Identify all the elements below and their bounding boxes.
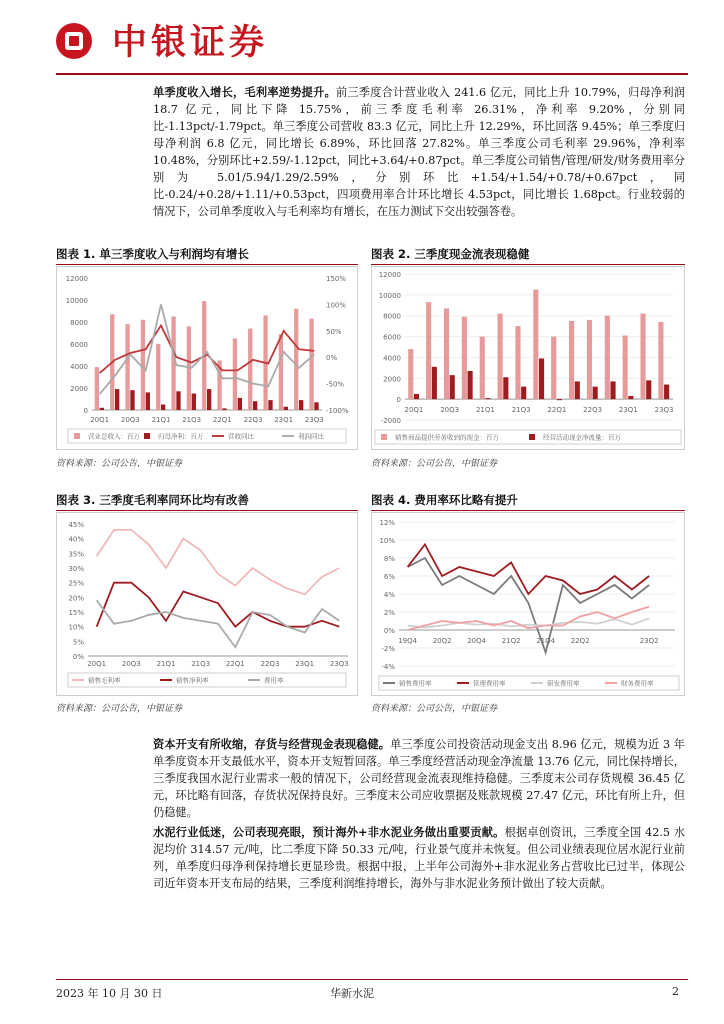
paragraph-body: 前三季度合计营业收入 241.6 亿元，同比上升 10.79%，归母净利润 18.7 亿元，同比下降 15.75%，前三季度毛利率 26.31%，净利率 9.20%，分别同比-1.13pct/-1.79pct。单三季度公司营收 83.3 亿元，同比上升 12.29%，环比回落 9.45%；单三季度归母净利润 6.8 亿元，同比增长 6.89%，环比回落 27.82%。单三季度公司毛利率 29.96%，净利率 10.48%，分别环比+2.59/-1.12pct，同比+3.64/+0.87pct。单三季度公司销售/管理/研发/财务费用率分别为 5.01/5.94/1.29/2.59%，分别环比+1.54/+1.54/+0.78/+0.67pct，同比-0.24/+0.28/+1.11/+0.53pct，四项费用率合计环比增长 4.53pct，同比增长 1.68pct。行业较弱的情况下，公司单季度收入与毛利率均有增长，在压力测试下交出较强答卷。 <box>153 86 685 218</box>
page-header <box>0 0 724 74</box>
footer-page-number: 2 <box>672 985 679 998</box>
x-tick-label: 20Q1 <box>404 406 424 414</box>
x-tick-label: 23Q3 <box>329 660 349 668</box>
legend-label: 费用率 <box>264 676 284 685</box>
x-tick-label: 20Q1 <box>90 416 110 424</box>
y-tick-label: 2% <box>383 609 395 617</box>
bar-mark <box>233 339 237 411</box>
x-tick-label: 21Q3 <box>511 406 531 414</box>
y-tick-label: 12000 <box>65 275 88 283</box>
x-tick-label: 22Q1 <box>547 406 567 414</box>
bar-mark <box>314 402 318 410</box>
x-tick-label: 22Q1 <box>225 660 245 668</box>
footer-doc-name: 华新水泥 <box>330 987 374 1000</box>
y-tick-label: -2000 <box>380 417 401 425</box>
bar-mark <box>222 408 226 410</box>
bar-mark <box>309 319 313 410</box>
y-tick-label: 45% <box>68 521 84 529</box>
x-tick-label: 23Q2 <box>639 637 659 645</box>
bar-mark <box>640 314 645 400</box>
y-tick-label: 12000 <box>378 271 401 279</box>
paragraph-body: 单三季度公司投资活动现金支出 8.96 亿元，规模为近 3 年单季度资本开支最低水平，资本开支短暂回落。单三季度经营活动现金净流量 13.76 亿元，同比保持增长，三季度我国水泥行业需求一般的情况下，公司经营现金流表现维持稳健。三季度末公司存货规模 36.45 亿元，环比略有回落，存货状况保持良好。三季度末公司应收票据及账款规模 27.47 亿元，环比有所上升，但仍稳健。 <box>153 738 685 819</box>
y-tick-label: 12% <box>379 519 395 527</box>
x-tick-label: 20Q1 <box>87 660 107 668</box>
bar-mark <box>646 380 651 399</box>
y-tick-label: 4000 <box>383 354 401 363</box>
bar-mark <box>279 334 283 410</box>
y-tick-label: 0% <box>72 653 84 661</box>
figure-3-source: 资料来源：公司公告，中银证券 <box>56 704 183 714</box>
bar-mark <box>575 381 580 399</box>
y-tick-label: 15% <box>68 609 84 617</box>
bar-mark <box>146 392 150 410</box>
figure-2-title: 图表 2. 三季度现金流表现稳健 <box>371 247 530 261</box>
chart-frame <box>57 513 358 696</box>
legend-label: 销售商品提供劳务收到的现金：百万 <box>395 433 499 442</box>
legend-swatch <box>381 434 387 440</box>
x-tick-label: 21Q3 <box>191 660 211 668</box>
x-tick-label: 20Q2 <box>432 637 452 645</box>
paragraph-lead: 资本开支有所收缩，存货与经营现金表现稳健。 <box>153 738 391 751</box>
footer-date: 2023 年 10 月 30 日 <box>56 987 163 1000</box>
legend-swatch <box>74 433 80 439</box>
y-tick-label: 8% <box>383 555 395 563</box>
x-tick-label: 22Q3 <box>243 416 263 424</box>
x-tick-label: 23Q3 <box>304 416 324 424</box>
figure-4-title: 图表 4. 费用率环比略有提升 <box>371 493 518 507</box>
y-tick-label: 6000 <box>383 333 401 342</box>
figure-3-title: 图表 3. 三季度毛利率同环比均有改善 <box>56 493 249 507</box>
y-tick-label: 5% <box>72 638 84 647</box>
chart-frame <box>372 267 685 450</box>
y-tick-label: 35% <box>68 550 84 559</box>
figure-4-source: 资料来源：公司公告，中银证券 <box>371 704 498 714</box>
figure-1-rule <box>56 264 358 265</box>
x-tick-label: 21Q1 <box>156 660 176 668</box>
figure-3-chart <box>56 512 358 696</box>
x-tick-label: 21Q1 <box>475 406 495 414</box>
paragraph-lead: 水泥行业低迷，公司表现亮眼，预计海外+非水泥业务做出重要贡献。 <box>153 826 505 839</box>
x-tick-label: 21Q3 <box>182 416 202 424</box>
bar-mark <box>605 316 610 399</box>
bar-mark <box>95 367 99 410</box>
footer-divider <box>56 979 688 980</box>
y-tick-label: 10000 <box>378 291 401 300</box>
y-tick-label: 40% <box>68 535 84 544</box>
bar-mark <box>521 387 526 400</box>
x-tick-label: 22Q3 <box>583 406 603 414</box>
y-tick-label: 6000 <box>70 341 88 349</box>
bar-mark <box>248 329 252 410</box>
bar-mark <box>551 337 556 400</box>
y-tick-label: 0 <box>396 396 401 405</box>
paragraph-lead: 单季度收入增长，毛利率逆势提升。 <box>153 86 336 99</box>
legend-swatch <box>144 433 150 439</box>
legend-label: 经营活动现金净流量：百万 <box>543 433 621 442</box>
bar-mark <box>658 322 663 399</box>
series-line <box>408 618 650 627</box>
x-tick-label: 19Q4 <box>398 637 418 645</box>
y-tick-label: 30% <box>68 565 84 573</box>
legend-label: 销售净利率 <box>176 676 209 685</box>
bar-mark <box>557 399 562 400</box>
bar-mark <box>623 336 628 400</box>
bar-mark <box>462 317 467 399</box>
bar-mark <box>610 381 615 399</box>
bank-logo-icon <box>56 23 92 59</box>
figure-1-source: 资料来源：公司公告，中银证券 <box>56 459 183 469</box>
x-tick-label: 21Q4 <box>536 637 556 645</box>
bar-mark <box>468 371 473 399</box>
legend-label: 财务费用率 <box>621 679 654 688</box>
y-tick-label: 4000 <box>70 363 88 371</box>
y-tick-label: 2000 <box>383 375 401 384</box>
x-tick-label: 20Q4 <box>467 637 487 645</box>
x-tick-label: 20Q3 <box>120 416 140 424</box>
bar-mark <box>176 391 180 410</box>
paragraph-capex <box>153 736 685 821</box>
bar-mark <box>426 302 431 399</box>
bar-mark <box>238 398 242 410</box>
x-tick-label: 20Q3 <box>121 660 141 668</box>
legend-label: 销售费用率 <box>399 679 432 688</box>
x-tick-label: 23Q3 <box>654 406 674 414</box>
figure-4-rule <box>371 510 685 511</box>
figure-4-chart <box>371 512 685 696</box>
y2-tick-label: 100% <box>326 301 347 310</box>
x-tick-label: 21Q2 <box>501 637 521 645</box>
bar-mark <box>664 385 669 400</box>
figure-1-chart <box>56 266 358 450</box>
x-tick-label: 22Q3 <box>260 660 280 668</box>
bar-mark <box>100 408 104 410</box>
y-tick-label: 10% <box>68 623 84 632</box>
paragraph-body: 根据卓创资讯，三季度全国 42.5 水泥均价 314.57 元/吨，比二季度下降 50.33 元/吨，行业景气度并未恢复。但公司业绩表现位居水泥行业前列，单季度归母净利保持增长更显珍贵。根据中报，上半年公司海外+非水泥业务占营收比已过半，体现公司近年资本开支布局的结果，三季度利润维持增长，海外与非水泥业务预计做出了较大贡献。 <box>153 826 685 890</box>
y-tick-label: 2000 <box>70 385 88 393</box>
series-line <box>408 607 650 630</box>
figure-3-rule <box>56 510 358 511</box>
bar-mark <box>253 401 257 410</box>
y-tick-label: -4% <box>381 663 395 671</box>
legend-swatch <box>529 434 535 440</box>
bar-mark <box>130 390 134 410</box>
y-tick-label: 0 <box>83 407 88 415</box>
y-tick-label: 0% <box>383 627 395 635</box>
bar-mark <box>284 407 288 410</box>
legend-label: 归母净利：百万 <box>158 432 204 441</box>
bar-mark <box>539 358 544 399</box>
x-tick-label: 23Q1 <box>295 660 315 668</box>
bar-mark <box>268 400 272 410</box>
x-tick-label: 23Q1 <box>274 416 294 424</box>
bar-mark <box>207 389 211 410</box>
y-tick-label: 6% <box>383 573 395 581</box>
y-tick-label: 8000 <box>70 319 88 327</box>
header-divider <box>56 73 688 75</box>
bar-mark <box>156 344 160 410</box>
bar-mark <box>192 394 196 411</box>
legend-label: 管理费用率 <box>473 679 506 688</box>
bar-mark <box>533 290 538 400</box>
legend-label: 营收同比 <box>228 432 254 441</box>
bar-mark <box>294 309 298 410</box>
bar-mark <box>515 326 520 399</box>
series-line <box>97 600 340 647</box>
legend-label: 营业总收入：百万 <box>88 432 140 441</box>
figure-2-chart <box>371 266 685 450</box>
figure-2-source: 资料来源：公司公告，中银证券 <box>371 459 498 469</box>
paragraph-revenue <box>153 84 685 220</box>
bar-mark <box>115 389 119 410</box>
bar-mark <box>485 398 490 399</box>
y-tick-label: 8000 <box>383 312 401 321</box>
bar-mark <box>498 314 503 400</box>
legend-label: 利润同比 <box>298 432 324 441</box>
bar-mark <box>414 394 419 399</box>
bar-mark <box>503 377 508 399</box>
bar-mark <box>587 320 592 399</box>
bar-mark <box>628 396 633 399</box>
y-tick-label: 25% <box>68 579 84 588</box>
bar-mark <box>480 337 485 400</box>
y2-tick-label: 50% <box>326 327 342 336</box>
bar-mark <box>444 308 449 399</box>
legend-label: 销售毛利率 <box>88 676 121 685</box>
y-tick-label: -2% <box>381 645 395 653</box>
x-tick-label: 22Q1 <box>212 416 232 424</box>
x-tick-label: 23Q1 <box>618 406 638 414</box>
bar-mark <box>450 375 455 399</box>
x-tick-label: 21Q1 <box>151 416 171 424</box>
brand-name: 中银证券 <box>112 23 269 63</box>
y-tick-label: 10000 <box>65 297 88 305</box>
paragraph-industry <box>153 824 685 892</box>
figure-1-title: 图表 1. 单三季度收入与利润均有增长 <box>56 247 249 261</box>
bar-mark <box>299 400 303 410</box>
y2-tick-label: -50% <box>326 380 345 389</box>
y2-tick-label: -100% <box>326 407 349 415</box>
bar-mark <box>408 349 413 399</box>
bar-mark <box>161 405 165 411</box>
x-tick-label: 20Q3 <box>440 406 460 414</box>
y2-tick-label: 150% <box>326 275 347 283</box>
figure-2-rule <box>371 264 685 265</box>
bar-mark <box>125 324 129 410</box>
y-tick-label: 4% <box>383 591 395 599</box>
y2-tick-label: 0% <box>326 354 338 363</box>
bar-mark <box>593 387 598 400</box>
legend-label: 研发费用率 <box>547 679 580 688</box>
y-tick-label: 10% <box>379 537 395 545</box>
bar-mark <box>569 321 574 399</box>
y-tick-label: 20% <box>68 594 84 603</box>
x-tick-label: 22Q2 <box>570 637 590 645</box>
bar-mark <box>432 367 437 399</box>
